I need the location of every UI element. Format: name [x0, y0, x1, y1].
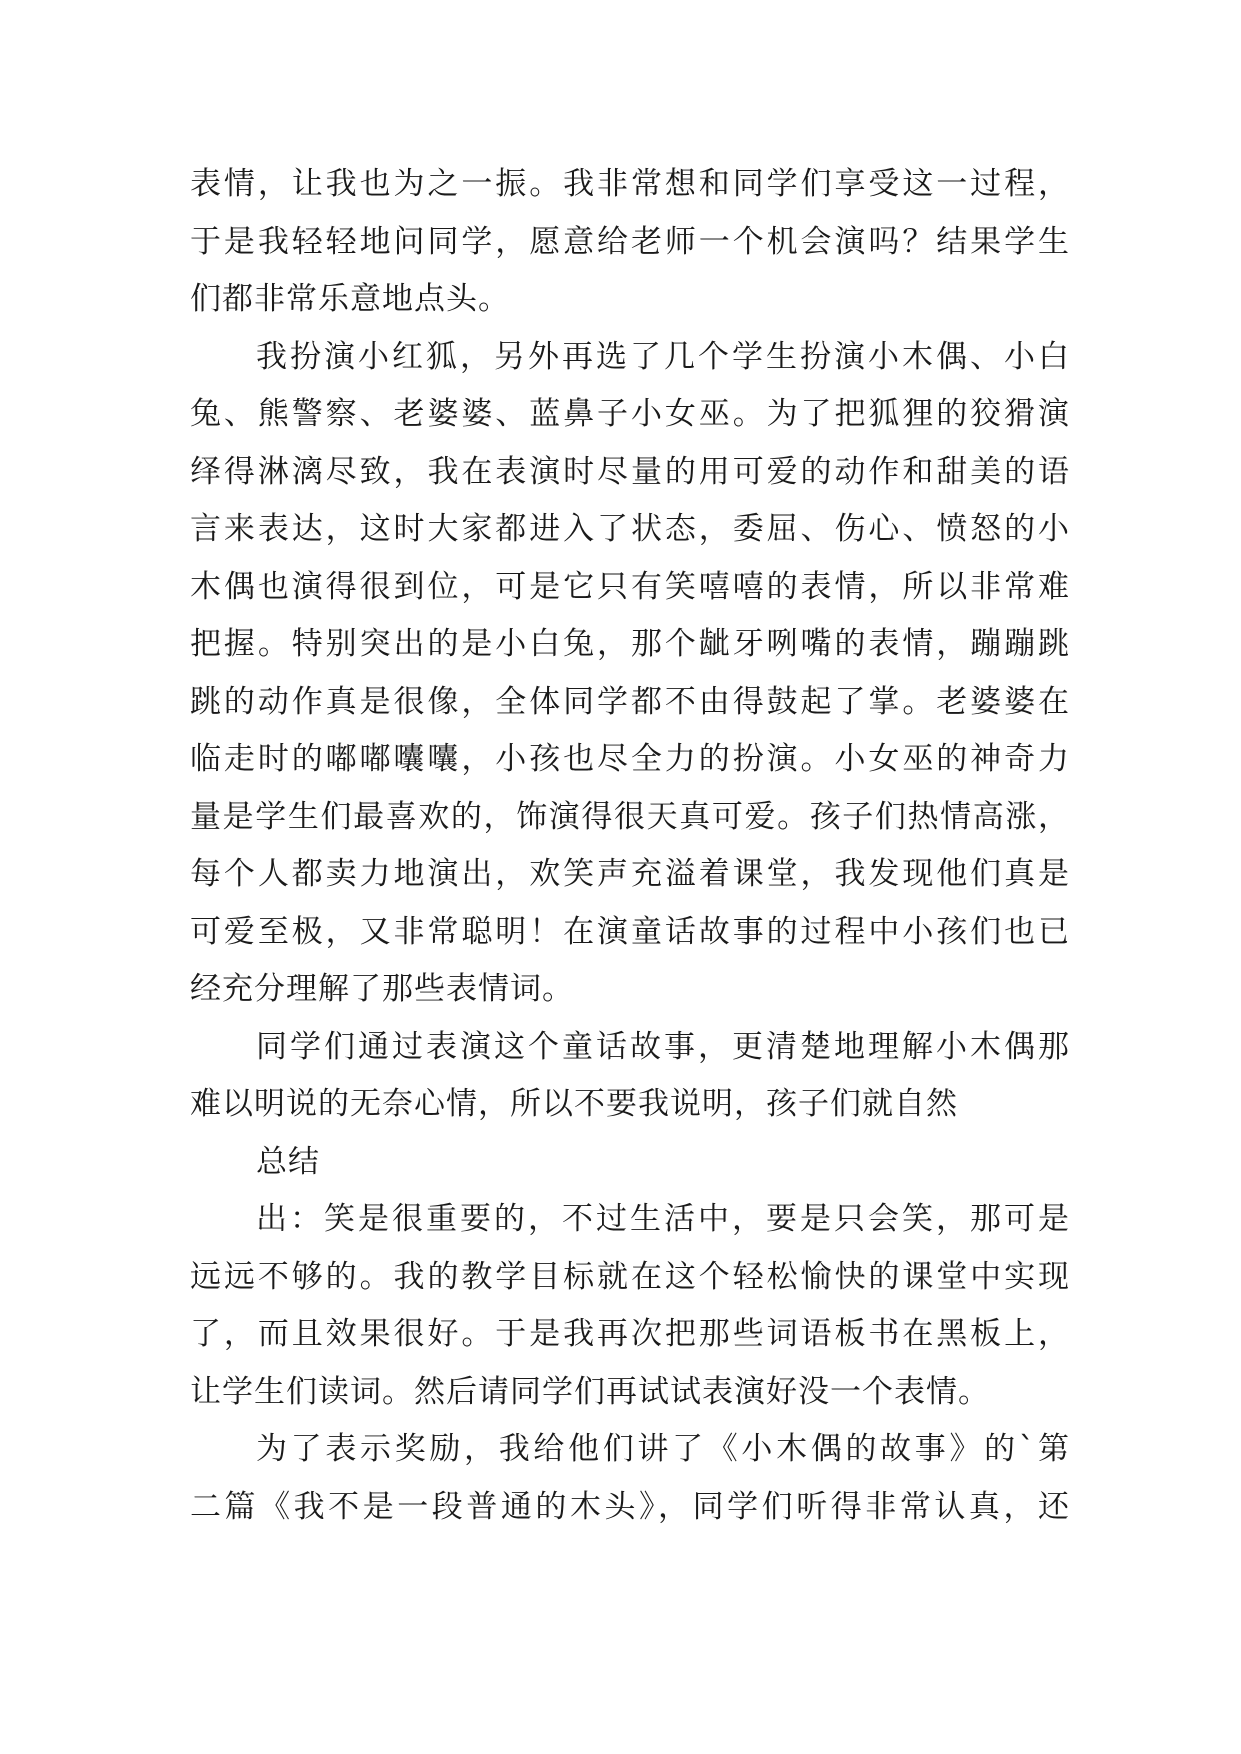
text-line: 总结	[256, 1143, 320, 1180]
text-line: 于是我轻轻地问同学，愿意给老师一个机会演吗？结果学生	[190, 223, 1070, 260]
text-line: 们都非常乐意地点头。	[190, 281, 510, 317]
text-line: 表情，让我也为之一振。我非常想和同学们享受这一过程，	[190, 166, 1070, 202]
text-line: 言来表达，这时大家都进入了状态，委屈、伤心、愤怒的小	[190, 511, 1070, 547]
text-line: 为了表示奖励，我给他们讲了《小木偶的故事》的`第	[256, 1431, 1070, 1467]
text-line: 绎得淋漓尽致，我在表演时尽量的用可爱的动作和甜美的语	[190, 453, 1070, 490]
text-line: 可爱至极，又非常聪明！在演童话故事的过程中小孩们也已	[190, 913, 1070, 950]
text-line: 每个人都卖力地演出，欢笑声充溢着课堂，我发现他们真是	[190, 856, 1070, 892]
text-line: 远远不够的。我的教学目标就在这个轻松愉快的课堂中实现	[190, 1258, 1070, 1295]
text-line: 我扮演小红狐，另外再选了几个学生扮演小木偶、小白	[256, 338, 1070, 375]
text-line: 二篇《我不是一段普通的木头》，同学们听得非常认真，还	[190, 1488, 1070, 1525]
text-line: 出：笑是很重要的，不过生活中，要是只会笑，那可是	[256, 1201, 1070, 1237]
text-line: 跳的动作真是很像，全体同学都不由得鼓起了掌。老婆婆在	[190, 683, 1070, 720]
text-line: 木偶也演得很到位，可是它只有笑嘻嘻的表情，所以非常难	[190, 568, 1070, 605]
text-line: 兔、熊警察、老婆婆、蓝鼻子小女巫。为了把狐狸的狡猾演	[190, 396, 1070, 432]
text-line: 经充分理解了那些表情词。	[190, 971, 574, 1007]
text-line: 让学生们读词。然后请同学们再试试表演好没一个表情。	[190, 1373, 990, 1410]
text-line: 难以明说的无奈心情，所以不要我说明，孩子们就自然	[190, 1086, 958, 1122]
text-line: 把握。特别突出的是小白兔，那个龇牙咧嘴的表情，蹦蹦跳	[190, 626, 1070, 662]
text-line: 同学们通过表演这个童话故事，更清楚地理解小木偶那	[256, 1028, 1070, 1065]
body-text	[190, 156, 1070, 1536]
text-line: 了，而且效果很好。于是我再次把那些词语板书在黑板上，	[190, 1316, 1070, 1352]
text-line: 量是学生们最喜欢的，饰演得很天真可爱。孩子们热情高涨，	[190, 798, 1070, 835]
text-line: 临走时的嘟嘟囔囔，小孩也尽全力的扮演。小女巫的神奇力	[190, 741, 1070, 777]
